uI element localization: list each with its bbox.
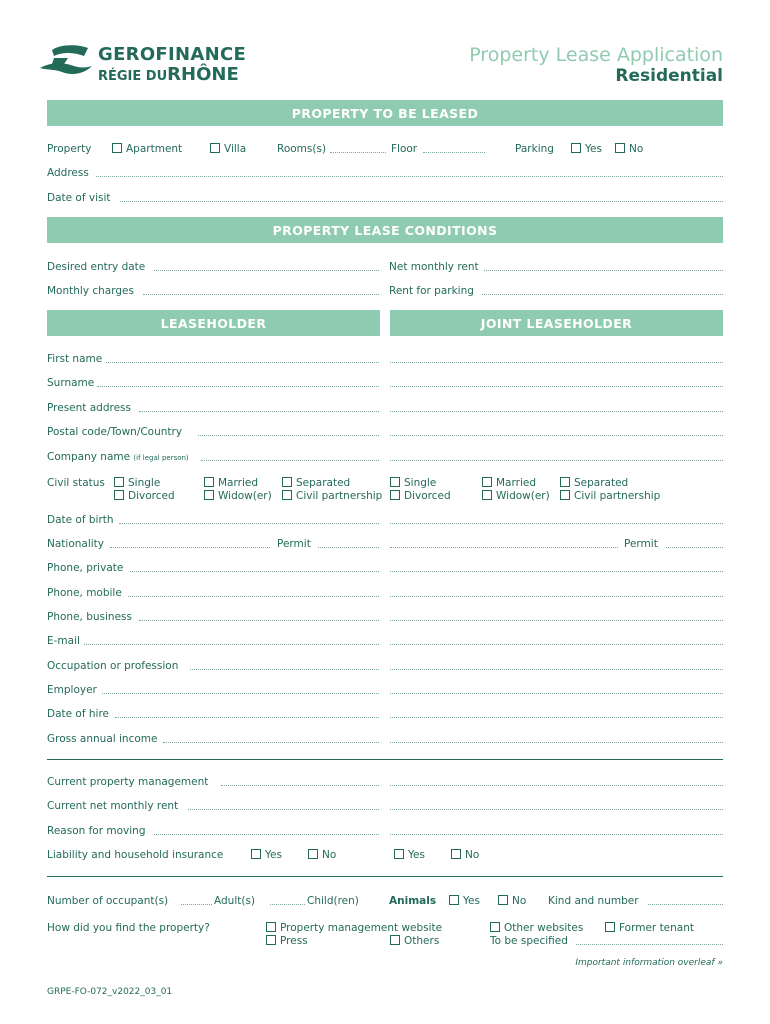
reason-field[interactable] [154,834,379,835]
first-name-field[interactable] [106,362,379,363]
floor-field[interactable] [423,152,485,153]
found-others[interactable] [390,935,439,947]
specify-field[interactable] [576,944,723,945]
entry-date-label: Desired entry date [47,261,146,273]
overleaf-note: Important information overleaf » [575,958,723,968]
civil-married-label: Married [218,477,258,489]
date-visit-label: Date of visit [47,192,111,204]
civil-separated-checkbox[interactable] [282,477,292,487]
children-field[interactable] [270,904,305,905]
adults-label: Adult(s) [214,895,256,907]
current-rent-field[interactable] [188,809,379,810]
employer-field[interactable] [102,693,379,694]
joint-insurance-yes-checkbox[interactable] [394,849,404,859]
date-visit-field[interactable] [120,201,723,202]
civil-married[interactable] [204,477,258,489]
found-pm-website-checkbox[interactable] [266,922,276,932]
joint-phone-mobile-field[interactable] [390,596,723,597]
net-rent-label: Net monthly rent [389,261,479,273]
found-pm-website[interactable] [266,922,442,934]
section-property: PROPERTY TO BE LEASED [47,100,723,126]
divider-1 [47,759,723,760]
doc-title: Property Lease Application [469,44,723,66]
section-leaseholder: LEASEHOLDER [47,310,380,336]
parking-no-checkbox[interactable] [615,143,625,153]
joint-civil-separated[interactable] [560,477,628,489]
phone-private-label: Phone, private [47,562,124,574]
brand-line2 [98,65,239,87]
email-field[interactable] [84,644,379,645]
phone-mobile-field[interactable] [128,596,379,597]
form-code: GRPE-FO-072_v2022_03_01 [47,987,173,997]
surname-field[interactable] [97,386,379,387]
joint-civil-single[interactable] [390,477,436,489]
company-label-text: Company name [47,451,131,463]
joint-present-address-field[interactable] [390,411,723,412]
civil-status-label: Civil status [47,477,105,489]
civil-partnership-checkbox[interactable] [282,490,292,500]
section-joint-leaseholder: JOINT LEASEHOLDER [390,310,723,336]
animals-no[interactable] [498,895,526,907]
joint-phone-business-field[interactable] [390,620,723,621]
parking-no-label: No [629,143,644,155]
joint-postal-field[interactable] [390,435,723,436]
joint-civil-widow[interactable] [482,490,550,502]
brand-line2a: RÉGIE DU [98,69,168,84]
phone-private-field[interactable] [130,571,379,572]
joint-current-management-field[interactable] [390,785,723,786]
insurance-yes-checkbox[interactable] [251,849,261,859]
current-rent-label: Current net monthly rent [47,800,179,812]
insurance-yes[interactable] [251,849,282,861]
animals-yes-label: Yes [463,895,480,907]
joint-insurance-no[interactable] [451,849,479,861]
joint-civil-separated-label: Separated [574,477,629,489]
found-other-websites[interactable] [490,922,583,934]
phone-mobile-label: Phone, mobile [47,587,122,599]
date-of-birth-field[interactable] [119,523,379,524]
joint-civil-single-checkbox[interactable] [390,477,400,487]
joint-civil-divorced-checkbox[interactable] [390,490,400,500]
present-address-field[interactable] [139,411,379,412]
civil-partnership[interactable] [282,490,382,502]
address-field[interactable] [96,176,723,177]
insurance-yes-label: Yes [265,849,282,861]
property-label: Property [47,143,92,155]
found-other-websites-label: Other websites [504,922,584,934]
found-other-websites-checkbox[interactable] [490,922,500,932]
joint-civil-single-label: Single [404,477,437,489]
parking-yes-option[interactable] [571,143,602,155]
joint-current-rent-field[interactable] [390,809,723,810]
joint-insurance-yes[interactable] [394,849,425,861]
occupants-label: Number of occupant(s) [47,895,169,907]
parking-yes-checkbox[interactable] [571,143,581,153]
parking-label: Parking [515,143,554,155]
joint-civil-partnership-label: Civil partnership [574,490,661,502]
parking-rent-field[interactable] [482,294,723,295]
animals-yes[interactable] [449,895,480,907]
joint-civil-widow-label: Widow(er) [496,490,550,502]
surname-label: Surname [47,377,95,389]
joint-surname-field[interactable] [390,386,723,387]
villa-label: Villa [224,143,247,155]
joint-civil-partnership-checkbox[interactable] [560,490,570,500]
found-others-label: Others [404,935,440,947]
joint-insurance-no-checkbox[interactable] [451,849,461,859]
email-label: E-mail [47,635,80,647]
animals-yes-checkbox[interactable] [449,895,459,905]
current-management-field[interactable] [221,785,379,786]
joint-civil-partnership[interactable] [560,490,660,502]
phone-business-field[interactable] [139,620,379,621]
permit-field[interactable] [318,547,379,548]
logo [38,44,268,86]
rooms-field[interactable] [330,152,386,153]
joint-nationality-field[interactable] [390,547,618,548]
present-address-label: Present address [47,402,131,414]
found-press-checkbox[interactable] [266,935,276,945]
logo-mark-icon [38,44,94,82]
parking-rent-label: Rent for parking [389,285,474,297]
animals-no-checkbox[interactable] [498,895,508,905]
joint-email-field[interactable] [390,644,723,645]
joint-permit-field[interactable] [666,547,723,548]
permit-label: Permit [277,538,311,550]
joint-first-name-field[interactable] [390,362,723,363]
kind-label: Kind and number [548,895,639,907]
civil-separated[interactable] [282,477,350,489]
villa-checkbox[interactable] [210,143,220,153]
address-label: Address [47,167,89,179]
doc-subtitle: Residential [615,66,723,86]
first-name-label: First name [47,353,103,365]
postal-label: Postal code/Town/Country [47,426,183,438]
joint-civil-married-label: Married [496,477,536,489]
civil-widow[interactable] [204,490,272,502]
joint-date-of-hire-field[interactable] [390,717,723,718]
civil-widow-label: Widow(er) [218,490,272,502]
joint-civil-divorced-label: Divorced [404,490,451,502]
date-of-hire-label: Date of hire [47,708,110,720]
animals-no-label: No [512,895,527,907]
children-label: Child(ren) [307,895,359,907]
floor-label: Floor [391,143,418,155]
joint-company-field[interactable] [390,460,723,461]
company-field[interactable] [201,460,379,461]
insurance-no[interactable] [308,849,336,861]
found-pm-website-label: Property management website [280,922,443,934]
date-of-birth-label: Date of birth [47,514,114,526]
civil-divorced[interactable] [114,490,175,502]
employer-label: Employer [47,684,97,696]
entry-date-field[interactable] [154,270,379,271]
joint-reason-field[interactable] [390,834,723,835]
brand-line2b: RHÔNE [167,64,239,85]
apartment-checkbox[interactable] [112,143,122,153]
occupation-field[interactable] [190,669,379,670]
current-management-label: Current property management [47,776,209,788]
civil-widow-checkbox[interactable] [204,490,214,500]
phone-business-label: Phone, business [47,611,132,623]
joint-phone-private-field[interactable] [390,571,723,572]
net-rent-field[interactable] [484,270,723,271]
found-former-tenant-checkbox[interactable] [605,922,615,932]
rooms-label: Rooms(s) [277,143,327,155]
nationality-label: Nationality [47,538,105,550]
gross-income-field[interactable] [163,742,379,743]
brand-line1: GEROFINANCE [98,44,247,65]
civil-single-label: Single [128,477,161,489]
joint-permit-label: Permit [624,538,658,550]
joint-civil-married[interactable] [482,477,536,489]
charges-label: Monthly charges [47,285,134,297]
civil-married-checkbox[interactable] [204,477,214,487]
insurance-no-checkbox[interactable] [308,849,318,859]
animals-label: Animals [389,895,437,907]
divider-2 [47,876,723,877]
civil-separated-label: Separated [296,477,351,489]
section-conditions: PROPERTY LEASE CONDITIONS [47,217,723,243]
company-label [47,451,189,464]
civil-divorced-label: Divorced [128,490,175,502]
found-press[interactable] [266,935,308,947]
joint-civil-widow-checkbox[interactable] [482,490,492,500]
specify-label: To be specified [490,935,568,947]
apartment-label: Apartment [126,143,183,155]
found-label: How did you find the property? [47,922,210,934]
joint-date-of-birth-field[interactable] [390,523,723,524]
reason-label: Reason for moving [47,825,146,837]
joint-civil-divorced[interactable] [390,490,451,502]
civil-divorced-checkbox[interactable] [114,490,124,500]
date-of-hire-field[interactable] [115,717,379,718]
apartment-option[interactable] [112,143,182,155]
civil-single[interactable] [114,477,160,489]
charges-field[interactable] [143,294,379,295]
joint-civil-married-checkbox[interactable] [482,477,492,487]
joint-insurance-no-label: No [465,849,480,861]
found-former-tenant-label: Former tenant [619,922,695,934]
joint-employer-field[interactable] [390,693,723,694]
joint-civil-separated-checkbox[interactable] [560,477,570,487]
gross-income-label: Gross annual income [47,733,158,745]
parking-no-option[interactable] [615,143,643,155]
civil-partnership-label: Civil partnership [296,490,383,502]
insurance-label: Liability and household insurance [47,849,224,861]
parking-yes-label: Yes [585,143,602,155]
occupation-label: Occupation or profession [47,660,179,672]
insurance-no-label: No [322,849,337,861]
joint-gross-income-field[interactable] [390,742,723,743]
villa-option[interactable] [210,143,246,155]
nationality-field[interactable] [110,547,270,548]
joint-occupation-field[interactable] [390,669,723,670]
adults-field[interactable] [181,904,212,905]
civil-single-checkbox[interactable] [114,477,124,487]
kind-field[interactable] [648,904,723,905]
postal-field[interactable] [198,435,379,436]
found-others-checkbox[interactable] [390,935,400,945]
found-former-tenant[interactable] [605,922,694,934]
joint-insurance-yes-label: Yes [408,849,425,861]
company-note: (if legal person) [133,454,189,462]
found-press-label: Press [280,935,308,947]
